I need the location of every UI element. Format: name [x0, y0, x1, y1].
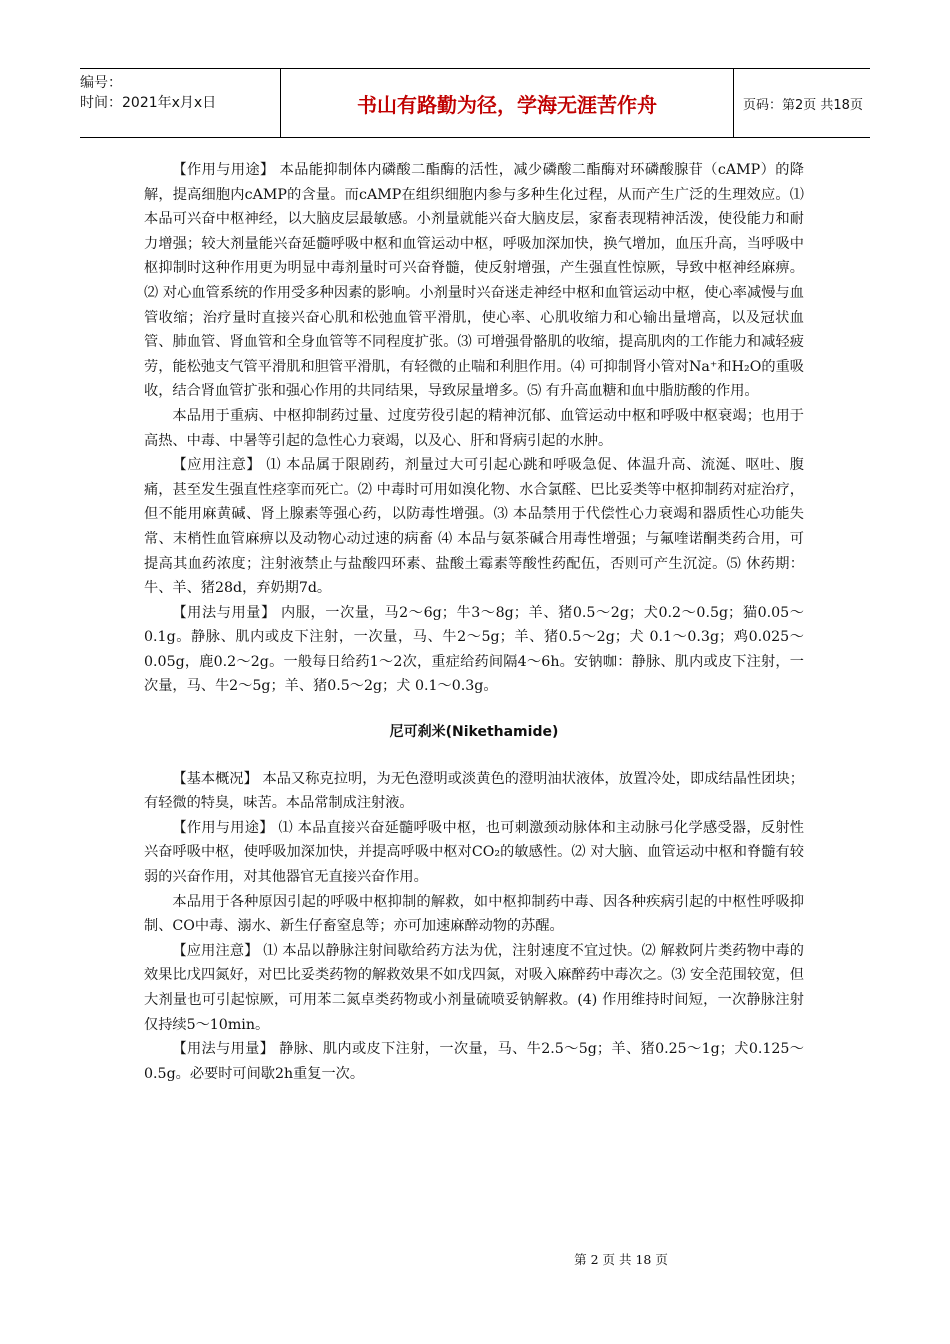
page-header	[80, 68, 870, 138]
header-motto-cell	[280, 69, 734, 137]
page-footer	[0, 1250, 950, 1268]
date-label: 时间：2021年x月x日	[80, 95, 217, 111]
page-info-text: 页码：第2页 共18页	[743, 97, 863, 113]
section2-paragraph-2: 【作用与用途】 ⑴ 本品直接兴奋延髓呼吸中枢，也可刺激颈动脉体和主动脉弓化学感受器，反射性兴奋呼吸中枢，使呼吸加深加快，并提高呼吸中枢对CO₂的敏感性。⑵ 对大脑、血管运动中枢和脊髓有较弱的兴奋作用，对其他器官无直接兴奋作用。	[144, 819, 804, 886]
header-page-info	[733, 69, 870, 137]
section1-paragraph-3: 【应用注意】 ⑴ 本品属于限剧药，剂量过大可引起心跳和呼吸急促、体温升高、流涎、呕吐、腹痛，甚至发生强直性痉挛而死亡。⑵ 中毒时可用如溴化物、水合氯醛、巴比妥类等中枢抑制药对症治疗，但不能用麻黄碱、肾上腺素等强心药，以防毒性增强。⑶ 本品禁用于代偿性心力衰竭和器质性心功能失常、末梢性血管麻痹以及动物心动过速的病畜 ⑷ 本品与氨茶碱合用毒性增强；与氟喹诺酮类药合用，可提高其血药浓度；注射液禁止与盐酸四环素、盐酸土霉素等酸性药配伍，否则可产生沉淀。⑸ 休药期：牛、羊、猪28d，弃奶期7d。	[144, 457, 804, 597]
header-info	[80, 69, 280, 141]
section1-paragraph-1: 【作用与用途】 本品能抑制体内磷酸二酯酶的活性，减少磷酸二酯酶对环磷酸腺苷（cAMP）的降解，提高细胞内cAMP的含量。而cAMP在组织细胞内参与多种生化过程，从而产生广泛的生理效应。⑴ 本品可兴奋中枢神经，以大脑皮层最敏感。小剂量就能兴奋大脑皮层，家畜表现精神活泼，使役能力和耐力增强；较大剂量能兴奋延髓呼吸中枢和血管运动中枢，呼吸加深加快，换气增加，血压升高，当呼吸中枢抑制时这种作用更为明显中毒剂量时可兴奋脊髓，使反射增强，产生强直性惊厥，导致中枢神经麻痹。⑵ 对心血管系统的作用受多种因素的影响。小剂量时兴奋迷走神经中枢和血管运动中枢，使心率减慢与血管收缩；治疗量时直接兴奋心肌和松弛血管平滑肌，使心率、心肌收缩力和心输出量增高，以及冠状血管、肺血管、肾血管和全身血管等不同程度扩张。⑶ 可增强骨骼肌的收缩，提高肌肉的工作能力和减轻疲劳，能松弛支气管平滑肌和胆管平滑肌，有轻微的止喘和利胆作用。⑷ 可抑制肾小管对Na⁺和H₂O的重吸收，结合肾血管扩张和强心作用的共同结果，导致尿量增多。⑸ 有升高血糖和血中脂肪酸的作用。	[144, 162, 804, 400]
section2-title: 尼可刹米(Nikethamide)	[389, 724, 559, 741]
section2-paragraph-1: 【基本概况】 本品又称克拉明，为无色澄明或淡黄色的澄明油状液体，放置冷处，即成结晶性团块；有轻微的特臭，味苦。本品常制成注射液。	[144, 770, 804, 812]
section2-paragraph-4: 【应用注意】 ⑴ 本品以静脉注射间歇给药方法为优，注射速度不宜过快。⑵ 解救阿片类药物中毒的效果比戊四氮好，对巴比妥类药物的解救效果不如戊四氮，对吸入麻醉药中毒次之。⑶ 安全范围较宽，但大剂量也可引起惊厥，可用苯二氮卓类药物或小剂量硫喷妥钠解救。(4) 作用维持时间短，一次静脉注射仅持续5～10min。	[144, 942, 804, 1033]
document-body	[144, 158, 804, 1086]
section1-paragraph-2: 本品用于重病、中枢抑制药过量、过度劳役引起的精神沉郁、血管运动中枢和呼吸中枢衰竭；也用于高热、中毒、中暑等引起的急性心力衰竭，以及心、肝和肾病引起的水肿。	[144, 407, 804, 449]
section2-paragraph-5: 【用法与用量】 静脉、肌内或皮下注射，一次量，马、牛2.5～5g；羊、猪0.25～1g；犬0.125～0.5g。必要时可间歇2h重复一次。	[144, 1041, 804, 1082]
footer-page-number: 第 2 页 共 18 页	[574, 1252, 668, 1267]
number-label: 编号：	[80, 75, 122, 91]
motto-text: 书山有路勤为径，学海无涯苦作舟	[357, 92, 657, 117]
section2-paragraph-3: 本品用于各种原因引起的呼吸中枢抑制的解救，如中枢抑制药中毒、因各种疾病引起的中枢性呼吸抑制、CO中毒、溺水、新生仔畜窒息等；亦可加速麻醉动物的苏醒。	[144, 893, 804, 935]
section1-paragraph-4: 【用法与用量】 内服，一次量，马2～6g；牛3～8g；羊、猪0.5～2g；犬0.2～0.5g；猫0.05～0.1g。静脉、肌内或皮下注射，一次量，马、牛2～5g；羊、猪0.5～2g；犬 0.1～0.3g；鸡0.025～0.05g，鹿0.2～2g。一般每日给药1～2次，重症给药间隔4～6h。安钠咖：静脉、肌内或皮下注射，一次量，马、牛2～5g；羊、猪0.5～2g；犬 0.1～0.3g。	[144, 604, 804, 695]
